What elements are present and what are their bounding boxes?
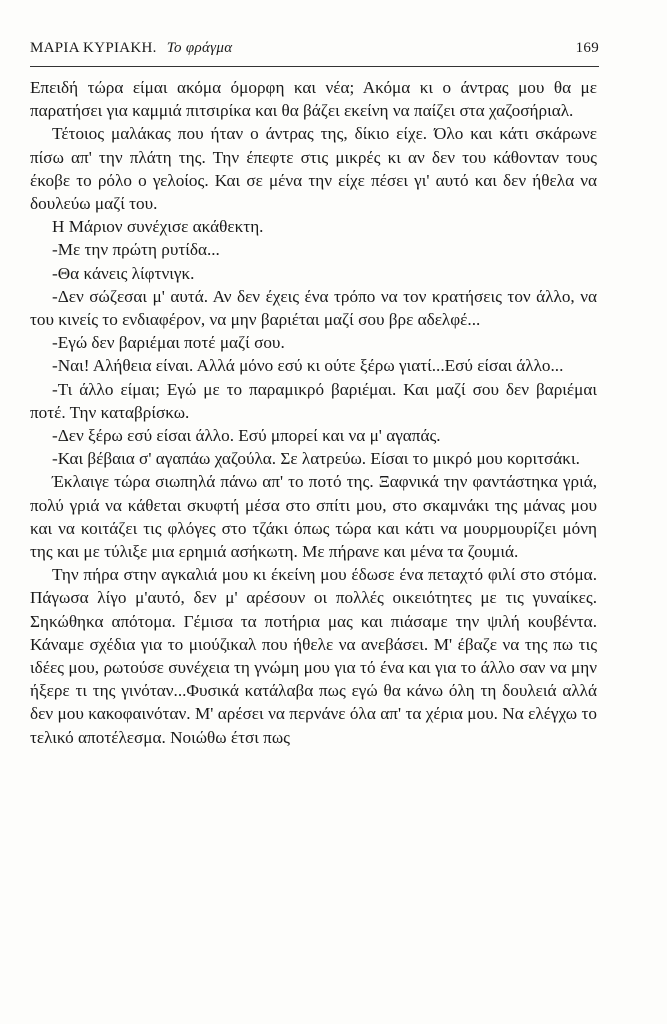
paragraph: Τέτοιος μαλάκας που ήταν ο άντρας της, δίκιο είχε. Όλο και κάτι σκάρωνε πίσω απ' την πλάτη της. Την έπεφτε στις μικρές κι αν δεν του κάθονταν τους έκοβε το ρόλο ο γελοίος. Και σε μένα την είχε πέσει γι' αυτό και δεν ήθελα να δουλεύω μαζί του. <box>30 124 597 214</box>
body-text <box>30 76 597 749</box>
header-book-title: Το φράγμα <box>166 40 233 56</box>
paragraph: Την πήρα στην αγκαλιά μου κι έκείνη μου έδωσε ένα πεταχτό φιλί στο στόμα. Πάγωσα λίγο μ'αυτό, δεν μ' αρέσουν οι πολλές οικειότητες με τις γυναίκες. Σηκώθηκα απότομα. Γέμισα τα ποτήρια μας και πιάσαμε την ψιλή κουβέντα. Κάναμε σχέδια για το μιούζικαλ που ήθελε να ανεβάσει. Μ' έβαζε να της πω τις ιδέες μου, ρωτούσε συνέχεια τη γνώμη μου για τό ένα και για το άλλο σαν να μην ήξερε τι της γινόταν...Φυσικά κατάλαβα πως εγώ θα κάνω όλη τη δουλειά αλλά δεν μου κακοφαινόταν. Μ' αρέσει να περνάνε όλα απ' τα χέρια μου. Να ελέγχω το τελικό αποτέλεσμα. Νοιώθω έτσι πως <box>30 565 597 747</box>
page-number: 169 <box>575 40 599 56</box>
dialogue-line: -Δεν ξέρω εσύ είσαι άλλο. Εσύ μπορεί και να μ' αγαπάς. <box>52 426 441 446</box>
dialogue-line: -Με την πρώτη ρυτίδα... <box>52 240 220 260</box>
paragraph: Η Μάριον συνέχισε ακάθεκτη. <box>52 217 264 237</box>
header-author: ΜΑΡΙΑ ΚΥΡΙΑΚΗ. <box>30 40 157 56</box>
header-rule <box>30 66 599 67</box>
dialogue-line: -Ναι! Αλήθεια είναι. Αλλά μόνο εσύ κι ούτε ξέρω γιατί...Εσύ είσαι άλλο... <box>52 356 564 376</box>
dialogue-line: -Και βέβαια σ' αγαπάω χαζούλα. Σε λατρεύω. Είσαι το μικρό μου κοριτσάκι. <box>52 449 580 469</box>
paragraph: Έκλαιγε τώρα σιωπηλά πάνω απ' το ποτό της. Ξαφνικά την φαντάστηκα γριά, πολύ γριά να κάθεται σκυφτή μέσα στο σπίτι μου, στο σκαμνάκι της μάνας μου και να κοιτάζει τις φλόγες στο τζάκι όπως τώρα και κάτι να μουρμουρίζει μόνη της και με τύλιξε μια ερημιά ασήκωτη. Με πήρανε και μένα τα ζουμιά. <box>30 472 597 562</box>
dialogue-line: -Θα κάνεις λίφτνιγκ. <box>52 263 195 283</box>
dialogue-line: -Δεν σώζεσαι μ' αυτά. Αν δεν έχεις ένα τρόπο να τον κρατήσεις τον άλλο, να του κινείς το ενδιαφέρον, να μην βαριέται μαζί σου βρε αδελφέ... <box>30 286 597 330</box>
dialogue-line: -Εγώ δεν βαριέμαι ποτέ μαζί σου. <box>52 333 285 353</box>
dialogue-line: -Τι άλλο είμαι; Εγώ με το παραμικρό βαριέμαι. Και μαζί σου δεν βαριέμαι ποτέ. Την καταβρίσκω. <box>30 379 597 422</box>
running-header <box>30 40 599 66</box>
paragraph: Επειδή τώρα είμαι ακόμα όμορφη και νέα; Ακόμα κι ο άντρας μου θα με παρατήσει για καμμιά πιτσιρίκα και θα βάζει εκείνη να παίζει στα χαζοσήριαλ. <box>30 78 597 121</box>
